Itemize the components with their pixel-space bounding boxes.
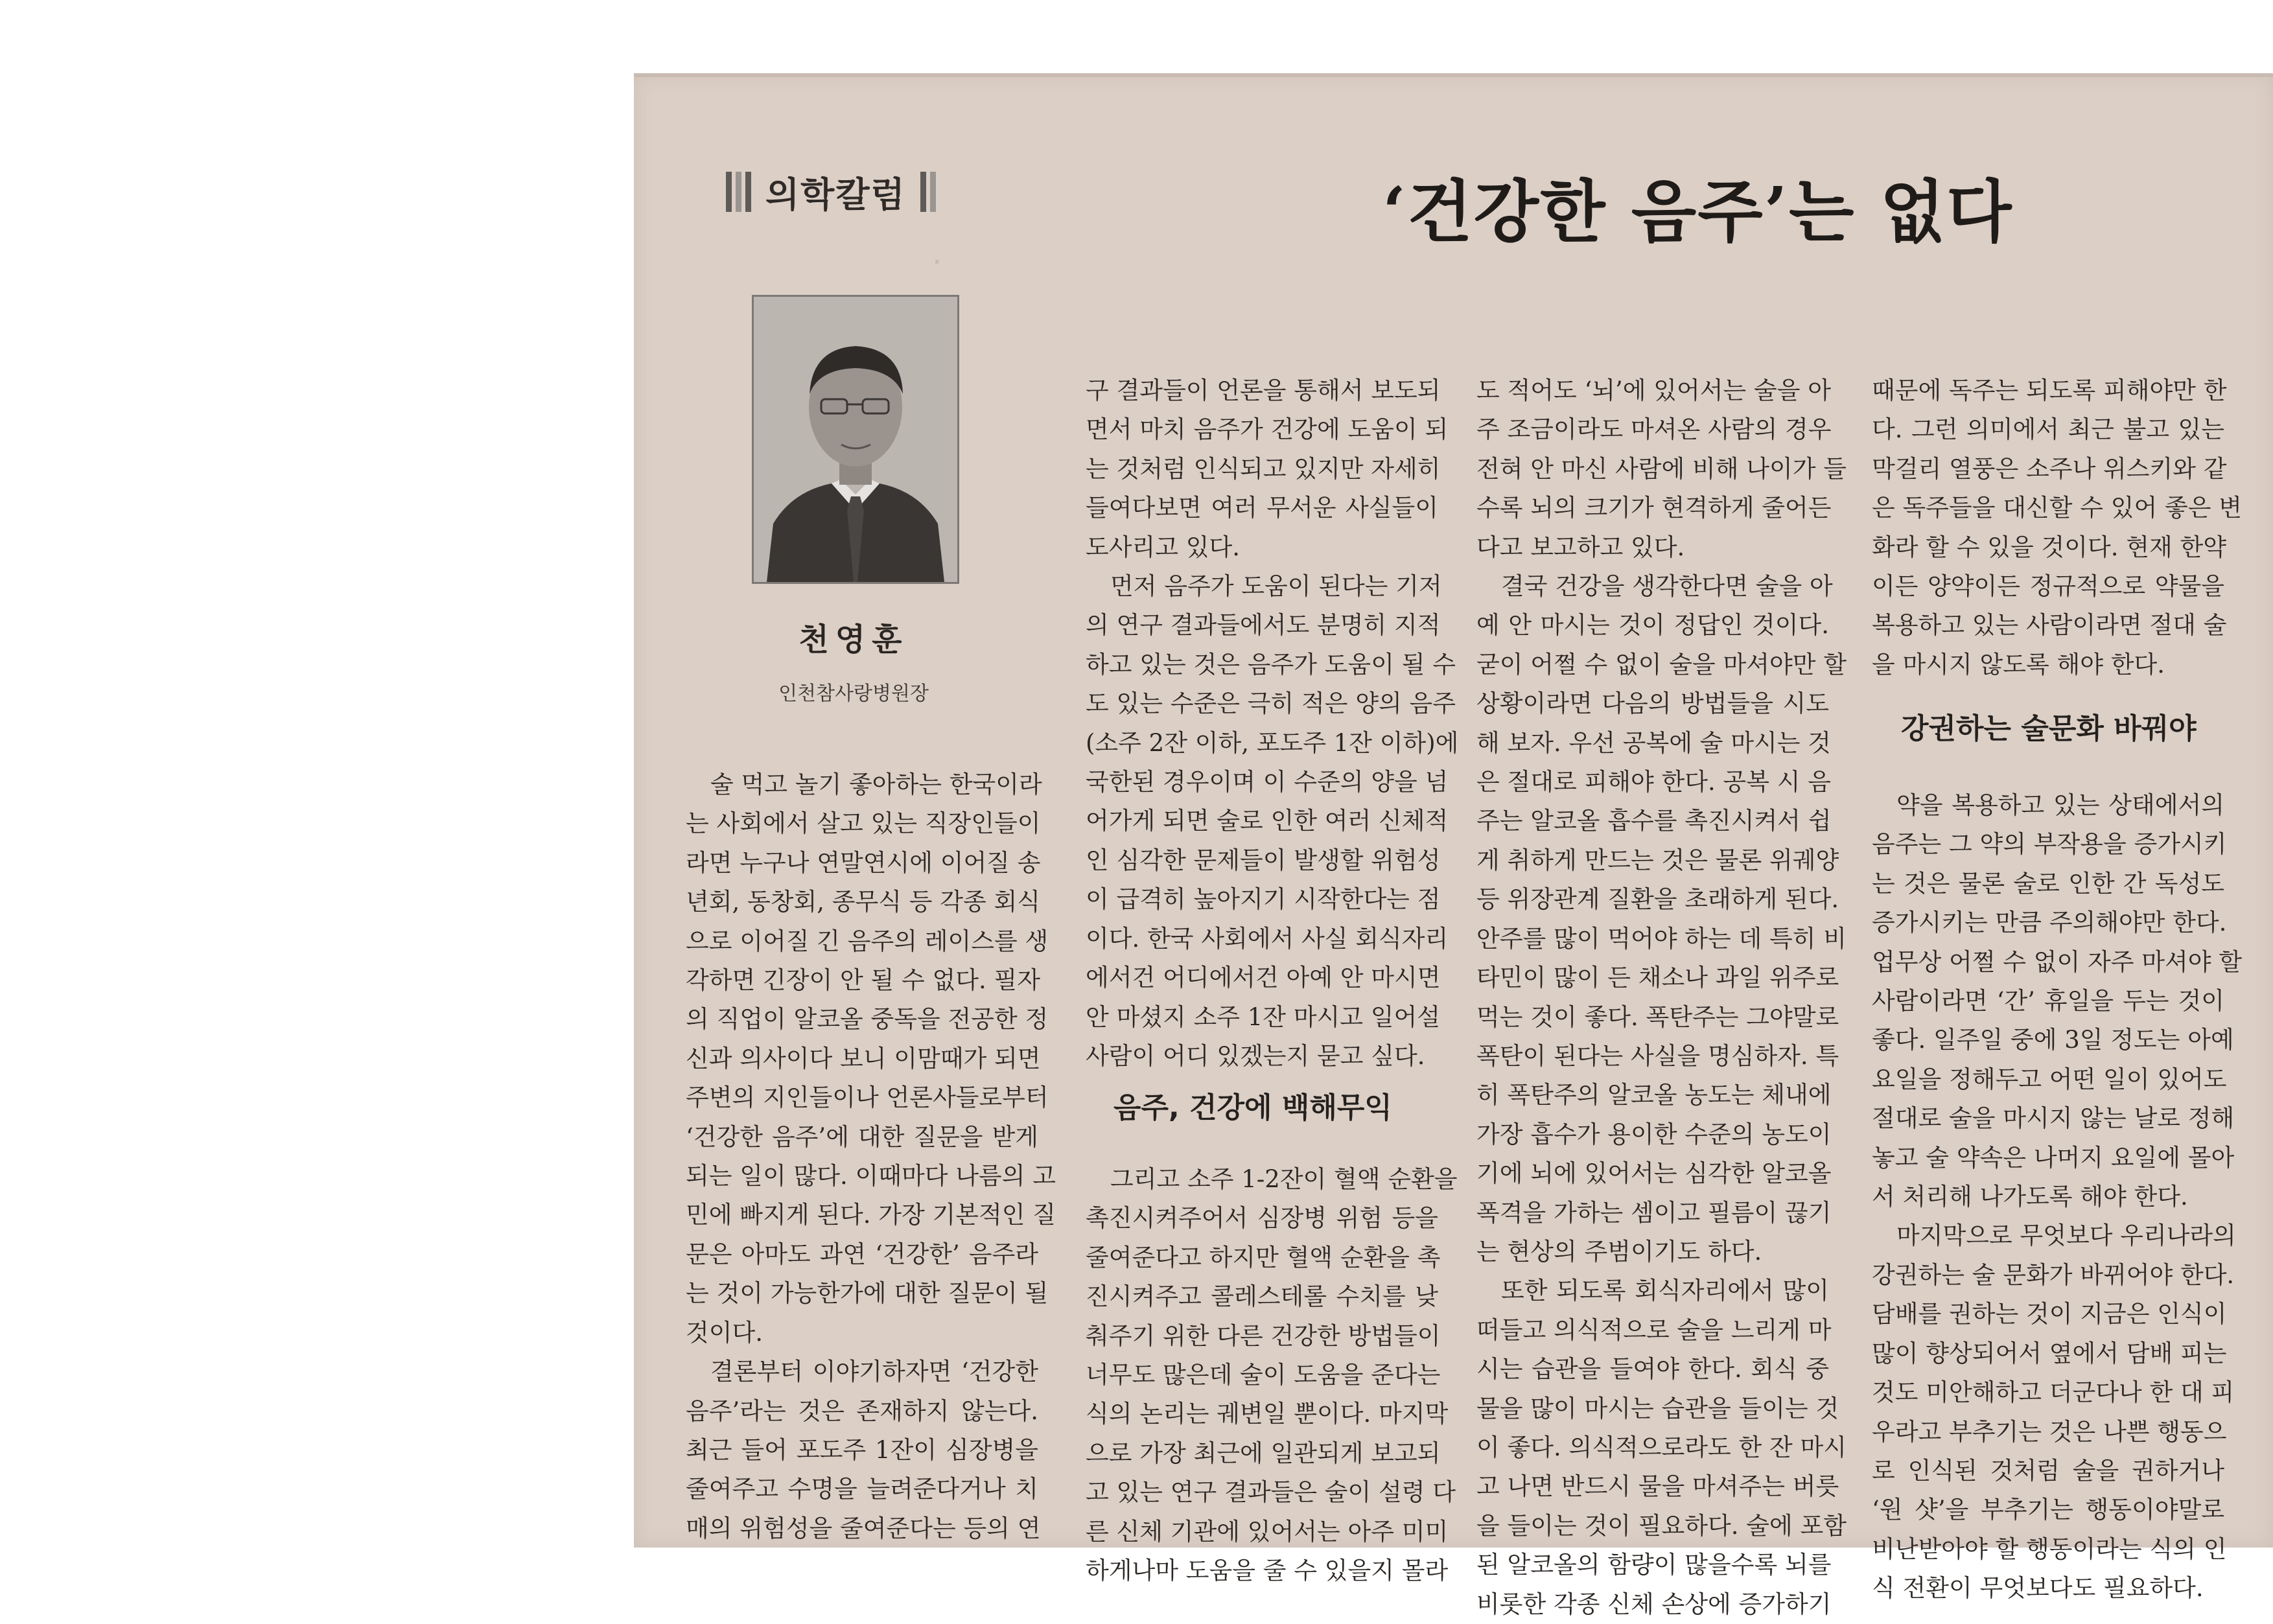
text-line: 물을 많이 마시는 습관을 들이는 것 [1476, 1394, 1839, 1422]
text-line: 막걸리 열풍은 소주나 위스키와 같 [1872, 454, 2227, 483]
text-line: 약을 복용하고 있는 상태에서의 [1896, 791, 2224, 819]
text-line: 놓고 술 약속은 나머지 요일에 몰아 [1872, 1143, 2235, 1172]
subheading-1: 음주, 건강에 백해무익 [1113, 1091, 1392, 1124]
text-line: 것이다. [686, 1318, 763, 1347]
text-line: 줄여준다고 하지만 혈액 순환을 촉 [1086, 1243, 1441, 1271]
text-line: 년회, 동창회, 종무식 등 각종 회식 [686, 888, 1040, 916]
text-line: 식의 논리는 궤변일 뿐이다. 마지막 [1086, 1400, 1449, 1428]
text-line: 국한된 경우이며 이 수준의 양을 넘 [1086, 768, 1449, 796]
text-line: 을 마시지 않도록 해야 한다. [1872, 650, 2165, 679]
kicker-bars-right-icon [920, 172, 936, 212]
text-line: 최근 들어 포도주 1잔이 심장병을 [686, 1435, 1038, 1464]
text-line: 줄여주고 수명을 늘려준다거나 치 [686, 1475, 1038, 1503]
text-line: 을 들이는 것이 필요하다. 술에 포함 [1476, 1511, 1847, 1540]
text-line: 전혀 안 마신 사람에 비해 나이가 들 [1476, 454, 1847, 483]
text-line: 요일을 정해두고 어떤 일이 있어도 [1872, 1065, 2227, 1093]
text-line: 매의 위험성을 줄여준다는 등의 연 [686, 1514, 1041, 1542]
text-line: 는 현상의 주범이기도 하다. [1476, 1237, 1762, 1266]
text-line: 굳이 어쩔 수 없이 술을 마셔야만 할 [1476, 650, 1847, 679]
text-line: 사람이라면 ‘간’ 휴일을 두는 것이 [1872, 987, 2224, 1015]
text-line: 라면 누구나 연말연시에 이어질 송 [686, 848, 1041, 877]
portrait-image [754, 297, 957, 582]
text-line: 구 결과들이 언론을 통해서 보도되 [1086, 377, 1441, 404]
text-line: 담배를 권하는 것이 지금은 인식이 [1872, 1300, 2227, 1328]
text-line: 술 먹고 놀기 좋아하는 한국이라 [710, 771, 1042, 798]
text-line: 의 직업이 알코올 중독을 전공한 정 [686, 1005, 1049, 1034]
text-line: 는 것처럼 인식되고 있지만 자세히 [1086, 454, 1441, 483]
text-line: 많이 향상되어서 옆에서 담배 피는 [1872, 1339, 2227, 1367]
text-line: 업무상 어쩔 수 없이 자주 마셔야 할 [1872, 947, 2242, 976]
text-line: 의 연구 결과들에서도 분명히 지적 [1086, 611, 1441, 640]
text-line: 좋다. 일주일 중에 3일 정도는 아예 [1872, 1026, 2234, 1054]
text-line: 결국 건강을 생각한다면 술을 아 [1501, 572, 1833, 601]
text-line: 된 알코올의 함량이 많을수록 뇌를 [1476, 1551, 1832, 1579]
text-line: 다고 보고하고 있다. [1476, 533, 1685, 561]
text-line: 주 조금이라도 마셔온 사람의 경우 [1476, 415, 1832, 444]
text-line: ‘건강한 음주’에 대한 질문을 받게 [686, 1122, 1038, 1151]
text-line: 은 독주들을 대신할 수 있어 좋은 변 [1872, 494, 2242, 522]
text-line: 는 것은 물론 술로 인한 간 독성도 [1872, 869, 2224, 898]
text-line: 가장 흡수가 용이한 수준의 농도이 [1476, 1120, 1832, 1148]
text-line: 또한 되도록 회식자리에서 많이 [1501, 1277, 1829, 1305]
text-line: 비롯한 각종 신체 손상에 증가하기 [1476, 1590, 1832, 1618]
newspaper-clipping [634, 73, 2273, 1618]
article-column-4-cont [1872, 786, 2242, 1608]
text-line: 하게나마 도움을 줄 수 있을지 몰라 [1086, 1557, 1449, 1585]
text-line: 이든 양약이든 정규적으로 약물을 [1872, 572, 2224, 601]
text-line: 으로 가장 최근에 일관되게 보고되 [1086, 1439, 1441, 1467]
article-column-2 [1086, 371, 1459, 1076]
text-line: 복용하고 있는 사람이라면 절대 술 [1872, 611, 2227, 640]
text-line: 등 위장관계 질환을 초래하게 된다. [1476, 885, 1839, 914]
text-line: 민에 빠지게 된다. 가장 기본적인 질 [686, 1201, 1056, 1229]
text-line: 안주를 많이 먹어야 하는 데 특히 비 [1476, 924, 1847, 953]
article-column-2-cont [1086, 1160, 1458, 1590]
text-line: 인 심각한 문제들이 발생할 위험성 [1086, 846, 1441, 874]
article-column-3 [1476, 371, 1847, 1624]
text-line: 비난받아야 할 행동이라는 식의 인 [1872, 1535, 2227, 1563]
text-line: 는 것이 가능한가에 대한 질문이 될 [686, 1279, 1049, 1308]
text-line: 른 신체 기관에 있어서는 아주 미미 [1086, 1517, 1449, 1546]
text-line: 예 안 마시는 것이 정답인 것이다. [1476, 611, 1829, 640]
text-line: 에서건 어디에서건 아예 안 마시면 [1086, 964, 1441, 992]
text-line: 으로 이어질 긴 음주의 레이스를 생 [686, 927, 1049, 955]
text-line: 화라 할 수 있을 것이다. 현재 한약 [1872, 533, 2226, 561]
text-line: 먹는 것이 좋다. 폭탄주는 그야말로 [1476, 1003, 1839, 1031]
text-line: 면서 마치 음주가 건강에 도움이 되 [1086, 415, 1449, 444]
text-line: 강권하는 술 문화가 바뀌어야 한다. [1872, 1260, 2235, 1289]
text-line: 문은 아마도 과연 ‘건강한’ 음주라 [686, 1240, 1038, 1268]
text-line: 도 있는 수준은 극히 적은 양의 음주 [1086, 690, 1456, 718]
text-line: 고 나면 반드시 물을 마셔주는 버릇 [1476, 1472, 1839, 1501]
text-line: 하고 있는 것은 음주가 도움이 될 수 [1086, 650, 1456, 679]
text-line: 그리고 소주 1-2잔이 혈액 순환을 [1110, 1165, 1458, 1193]
text-line: 이 좋다. 의식적으로라도 한 잔 마시 [1476, 1433, 1847, 1461]
text-line: 어가게 되면 술로 인한 여러 신체적 [1086, 807, 1449, 835]
text-line: 우라고 부추기는 것은 나쁜 행동으 [1872, 1417, 2227, 1446]
text-line: 은 절대로 피해야 한다. 공복 시 음 [1476, 768, 1831, 796]
text-line: 것도 미안해하고 더군다나 한 대 피 [1872, 1378, 2235, 1407]
bleed-through-text: . [932, 235, 942, 272]
text-line: 마지막으로 무엇보다 우리나라의 [1896, 1222, 2236, 1250]
text-line: 주변의 지인들이나 언론사들로부터 [686, 1084, 1049, 1112]
text-line: 떠들고 의식적으로 술을 느리게 마 [1476, 1316, 1832, 1344]
text-line: 서 처리해 나가도록 해야 한다. [1872, 1183, 2188, 1211]
author-title: 인천참사랑병원장 [778, 682, 929, 705]
kicker-bars-left-icon [726, 172, 751, 212]
text-line: 진시켜주고 콜레스테롤 수치를 낮 [1086, 1282, 1438, 1311]
text-line: 주는 알코올 흡수를 촉진시켜서 쉽 [1476, 807, 1832, 835]
text-line: 고 있는 연구 결과들은 술이 설령 다 [1086, 1478, 1456, 1507]
text-line: 로 인식된 것처럼 술을 권하거나 [1872, 1456, 2224, 1485]
text-line: 는 사회에서 살고 있는 직장인들이 [686, 809, 1041, 838]
text-line: 도 적어도 ‘뇌’에 있어서는 술을 아 [1476, 377, 1831, 404]
text-line: 안 마셨지 소주 1잔 마시고 일어설 [1086, 1003, 1440, 1031]
text-line: 도사리고 있다. [1086, 533, 1240, 561]
text-line: 너무도 많은데 술이 도움을 준다는 [1086, 1361, 1441, 1389]
text-line: 상황이라면 다음의 방법들을 시도 [1476, 690, 1829, 718]
text-line: 음주는 그 약의 부작용을 증가시키 [1872, 830, 2227, 859]
author-name: 천영훈 [798, 621, 909, 658]
text-line: 이다. 한국 사회에서 사실 회식자리 [1086, 924, 1449, 953]
text-line: 절대로 술을 마시지 않는 날로 정해 [1872, 1104, 2235, 1133]
subheading-2: 강권하는 술문화 바꿔야 [1901, 712, 2197, 745]
text-line: 수록 뇌의 크기가 현격하게 줄어든 [1476, 494, 1832, 522]
text-line: ‘원 샷’을 부추기는 행동이야말로 [1872, 1496, 2224, 1524]
text-line: 게 취하게 만드는 것은 물론 위궤양 [1476, 846, 1839, 874]
headline: ‘건강한 음주’는 없다 [1382, 172, 2013, 251]
text-line: 때문에 독주는 되도록 피해야만 한 [1872, 377, 2227, 404]
text-line: 증가시키는 만큼 주의해야만 한다. [1872, 909, 2227, 937]
text-line: 이 급격히 높아지기 시작한다는 점 [1086, 885, 1441, 914]
text-line: 히 폭탄주의 알코올 농도는 체내에 [1476, 1081, 1832, 1109]
text-line: 결론부터 이야기하자면 ‘건강한 [710, 1358, 1038, 1386]
text-line: 되는 일이 많다. 이때마다 나름의 고 [686, 1162, 1056, 1190]
author-photo [752, 295, 959, 584]
text-line: (소주 2잔 이하, 포도주 1잔 이하)에 [1086, 728, 1459, 757]
column-kicker [726, 169, 936, 215]
article-column-4 [1872, 371, 2242, 684]
text-line: 신과 의사이다 보니 이맘때가 되면 [686, 1044, 1041, 1073]
text-line: 먼저 음주가 도움이 된다는 기저 [1110, 572, 1442, 601]
text-line: 폭탄이 된다는 사실을 명심하자. 특 [1476, 1041, 1839, 1070]
article-column-1 [686, 765, 1056, 1548]
text-line: 식 전환이 무엇보다도 필요하다. [1872, 1574, 2204, 1603]
text-line: 다. 그런 의미에서 최근 불고 있는 [1872, 415, 2224, 444]
text-line: 각하면 긴장이 안 될 수 없다. 필자 [686, 966, 1040, 995]
text-line: 기에 뇌에 있어서는 심각한 알코올 [1476, 1159, 1832, 1188]
text-line: 해 보자. 우선 공복에 술 마시는 것 [1476, 728, 1831, 757]
text-line: 사람이 어디 있겠는지 묻고 싶다. [1086, 1041, 1425, 1070]
text-line: 폭격을 가하는 셈이고 필름이 끊기 [1476, 1198, 1832, 1227]
text-line: 음주’라는 것은 존재하지 않는다. [686, 1397, 1038, 1425]
text-line: 타민이 많이 든 채소나 과일 위주로 [1476, 964, 1839, 992]
kicker-label: 의학칼럼 [765, 174, 906, 215]
text-line: 시는 습관을 들여야 한다. 회식 중 [1476, 1355, 1829, 1384]
text-line: 춰주기 위한 다른 건강한 방법들이 [1086, 1321, 1441, 1350]
text-line: 촉진시켜주어서 심장병 위험 등을 [1086, 1204, 1438, 1233]
text-line: 들여다보면 여러 무서운 사실들이 [1086, 494, 1438, 522]
